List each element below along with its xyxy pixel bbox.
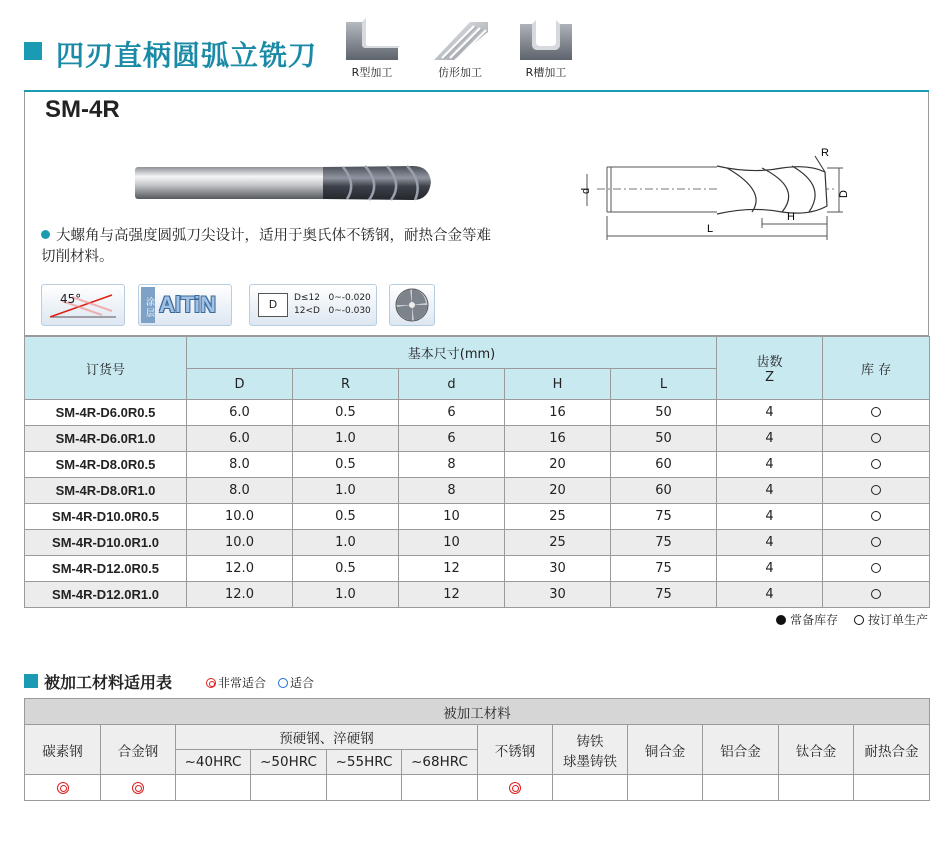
cell-code: SM-4R-D6.0R0.5	[25, 400, 187, 426]
cell-r: 1.0	[293, 426, 399, 452]
cell-code: SM-4R-D8.0R0.5	[25, 452, 187, 478]
table-row	[25, 426, 930, 452]
suitability-hrc68	[402, 775, 478, 801]
key-suitable	[278, 674, 314, 691]
col-carbon-steel: 碳素钢	[25, 725, 101, 775]
cell-h: 25	[505, 530, 611, 556]
cell-l: 75	[611, 582, 717, 608]
cell-r: 1.0	[293, 478, 399, 504]
coating-tag: 涂层	[141, 287, 155, 323]
cell-stock	[823, 530, 930, 556]
cell-code: SM-4R-D6.0R1.0	[25, 426, 187, 452]
section-marker	[24, 42, 42, 60]
col-h: H	[505, 369, 611, 400]
description-text: 大螺角与高强度圆弧刀尖设计，适用于奥氏体不锈钢，耐热合金等难切削材料。	[41, 228, 491, 265]
cell-l: 50	[611, 400, 717, 426]
cell-h: 16	[505, 426, 611, 452]
cell-l: 60	[611, 478, 717, 504]
process-label: R型加工	[351, 66, 393, 79]
made-to-order-icon	[871, 485, 881, 495]
cell-stock	[823, 426, 930, 452]
ductile-iron-label: 球墨铸铁	[563, 753, 617, 770]
table-row	[25, 530, 930, 556]
suitability-row	[25, 775, 930, 801]
materials-group-header: 被加工材料	[25, 699, 930, 725]
cell-z: 4	[717, 582, 823, 608]
cell-h: 20	[505, 478, 611, 504]
made-to-order-icon	[871, 511, 881, 521]
table-row	[25, 478, 930, 504]
cell-z: 4	[717, 426, 823, 452]
suitability-stainless	[478, 775, 553, 801]
process-contour	[428, 18, 492, 80]
cell-d: 6	[399, 400, 505, 426]
stocked-icon	[776, 615, 786, 625]
materials-title: 被加工材料适用表	[44, 673, 173, 692]
spec-table	[24, 336, 930, 608]
suitability-carbon	[25, 775, 101, 801]
process-r-profile	[340, 18, 404, 80]
stock-legend	[776, 611, 928, 628]
cell-stock	[823, 478, 930, 504]
col-order-no: 订货号	[25, 337, 187, 400]
col-teeth-symbol: Z	[765, 370, 774, 385]
very-suitable-icon	[206, 678, 216, 688]
tolerance-badge	[249, 284, 377, 326]
col-l: L	[611, 369, 717, 400]
suitability-heat_res	[854, 775, 930, 801]
cell-h: 30	[505, 582, 611, 608]
suitability-hrc55	[327, 775, 402, 801]
suitability-titanium	[779, 775, 854, 801]
made-to-order-icon	[871, 537, 881, 547]
made-to-order-icon	[871, 563, 881, 573]
cell-r: 0.5	[293, 452, 399, 478]
cell-stock	[823, 504, 930, 530]
cell-stock	[823, 400, 930, 426]
cell-r: 0.5	[293, 504, 399, 530]
tolerance-line-1: D≤12 0~-0.020	[294, 293, 371, 303]
cell-d: 12.0	[187, 582, 293, 608]
table-row	[25, 400, 930, 426]
cell-r: 1.0	[293, 530, 399, 556]
four-flute-icon	[390, 285, 434, 325]
very-suitable-icon	[57, 782, 69, 794]
col-teeth-label: 齿数	[756, 355, 783, 370]
cell-l: 75	[611, 530, 717, 556]
process-label: 仿形加工	[438, 66, 482, 79]
col-hrc68: ~68HRC	[402, 750, 478, 775]
col-hrc40: ~40HRC	[176, 750, 251, 775]
tolerance-line-2: 12<D 0~-0.030	[294, 306, 371, 316]
table-row	[25, 582, 930, 608]
diagram-label-r: R	[821, 147, 829, 159]
cell-r: 0.5	[293, 556, 399, 582]
bullet-icon	[41, 230, 50, 239]
cell-d: 10.0	[187, 530, 293, 556]
key-ok-label: 适合	[290, 676, 315, 690]
key-very-suitable	[206, 674, 266, 691]
cell-d: 8	[399, 452, 505, 478]
cell-d: 8.0	[187, 452, 293, 478]
cell-d: 6.0	[187, 426, 293, 452]
diagram-label-h: H	[787, 211, 795, 223]
dimension-diagram	[577, 146, 857, 246]
made-to-order-icon	[871, 433, 881, 443]
cell-l: 60	[611, 452, 717, 478]
diagram-label-l: L	[707, 223, 714, 235]
col-d-upper: D	[187, 369, 293, 400]
product-model: SM-4R	[45, 96, 120, 123]
process-r-groove	[514, 18, 578, 80]
diagram-label-d: d	[580, 187, 592, 194]
col-stainless: 不锈钢	[478, 725, 553, 775]
very-suitable-icon	[509, 782, 521, 794]
col-aluminum: 铝合金	[703, 725, 779, 775]
col-alloy-steel: 合金钢	[101, 725, 176, 775]
product-panel	[24, 92, 929, 336]
process-label: R槽加工	[525, 66, 567, 79]
coating-name: AlTiN	[159, 292, 217, 317]
cell-stock	[823, 582, 930, 608]
col-hrc55: ~55HRC	[327, 750, 402, 775]
col-cast-iron	[553, 725, 628, 775]
suitability-hrc50	[251, 775, 327, 801]
cell-code: SM-4R-D12.0R0.5	[25, 556, 187, 582]
col-hardened-steel: 预硬钢、淬硬钢	[176, 725, 478, 750]
helix-angle-icon	[42, 285, 124, 325]
cast-iron-label: 铸铁	[576, 733, 604, 750]
col-r: R	[293, 369, 399, 400]
cell-l: 75	[611, 556, 717, 582]
helix-angle-badge	[41, 284, 125, 326]
section-marker	[24, 674, 38, 688]
made-to-order-icon	[871, 589, 881, 599]
diagram-label-big-d: D	[838, 190, 850, 198]
key-very-label: 非常适合	[218, 676, 267, 690]
cell-d: 8.0	[187, 478, 293, 504]
table-row	[25, 504, 930, 530]
materials-table	[24, 698, 930, 801]
cell-d: 6.0	[187, 400, 293, 426]
helix-angle: 45°	[60, 292, 82, 306]
cell-d: 12	[399, 582, 505, 608]
tolerance-symbol: D	[258, 293, 288, 317]
col-d-lower: d	[399, 369, 505, 400]
col-stock: 库 存	[823, 337, 930, 400]
contour-icon	[430, 18, 490, 62]
col-basic-size: 基本尺寸(mm)	[187, 337, 717, 369]
cell-code: SM-4R-D8.0R1.0	[25, 478, 187, 504]
product-description	[41, 226, 491, 268]
cell-z: 4	[717, 478, 823, 504]
suitable-icon	[278, 678, 288, 688]
section-header	[24, 18, 929, 80]
very-suitable-icon	[132, 782, 144, 794]
table-row	[25, 556, 930, 582]
cell-h: 16	[505, 400, 611, 426]
cell-d: 6	[399, 426, 505, 452]
col-heat-resistant: 耐热合金	[854, 725, 930, 775]
cell-z: 4	[717, 530, 823, 556]
page-title: 四刃直柄圆弧立铣刀	[56, 39, 318, 72]
col-hrc50: ~50HRC	[251, 750, 327, 775]
cell-l: 50	[611, 426, 717, 452]
end-mill-photo	[133, 162, 473, 206]
cell-d: 10	[399, 504, 505, 530]
suitability-cast	[553, 775, 628, 801]
made-to-order-icon	[871, 459, 881, 469]
made-to-order-icon	[854, 615, 864, 625]
suitability-hrc40	[176, 775, 251, 801]
flute-count-badge	[389, 284, 435, 326]
cell-r: 1.0	[293, 582, 399, 608]
cell-r: 0.5	[293, 400, 399, 426]
cell-l: 75	[611, 504, 717, 530]
cell-h: 25	[505, 504, 611, 530]
cell-z: 4	[717, 400, 823, 426]
made-to-order-icon	[871, 407, 881, 417]
cell-d: 8	[399, 478, 505, 504]
cell-z: 4	[717, 452, 823, 478]
table-row	[25, 452, 930, 478]
cell-code: SM-4R-D12.0R1.0	[25, 582, 187, 608]
cell-d: 12	[399, 556, 505, 582]
cell-h: 30	[505, 556, 611, 582]
cell-h: 20	[505, 452, 611, 478]
cell-d: 12.0	[187, 556, 293, 582]
cell-d: 10.0	[187, 504, 293, 530]
cell-code: SM-4R-D10.0R0.5	[25, 504, 187, 530]
col-titanium: 钛合金	[779, 725, 854, 775]
legend-stocked: 常备库存	[790, 613, 839, 627]
legend-order: 按订单生产	[867, 613, 928, 627]
cell-code: SM-4R-D10.0R1.0	[25, 530, 187, 556]
coating-badge	[138, 284, 232, 326]
cell-z: 4	[717, 556, 823, 582]
suitability-aluminum	[703, 775, 779, 801]
cell-stock	[823, 556, 930, 582]
col-teeth	[717, 337, 823, 400]
suitability-alloy	[101, 775, 176, 801]
col-copper: 铜合金	[628, 725, 703, 775]
r-groove-icon	[516, 18, 576, 62]
suitability-copper	[628, 775, 703, 801]
cell-z: 4	[717, 504, 823, 530]
r-profile-icon	[342, 18, 402, 62]
cell-d: 10	[399, 530, 505, 556]
cell-stock	[823, 452, 930, 478]
